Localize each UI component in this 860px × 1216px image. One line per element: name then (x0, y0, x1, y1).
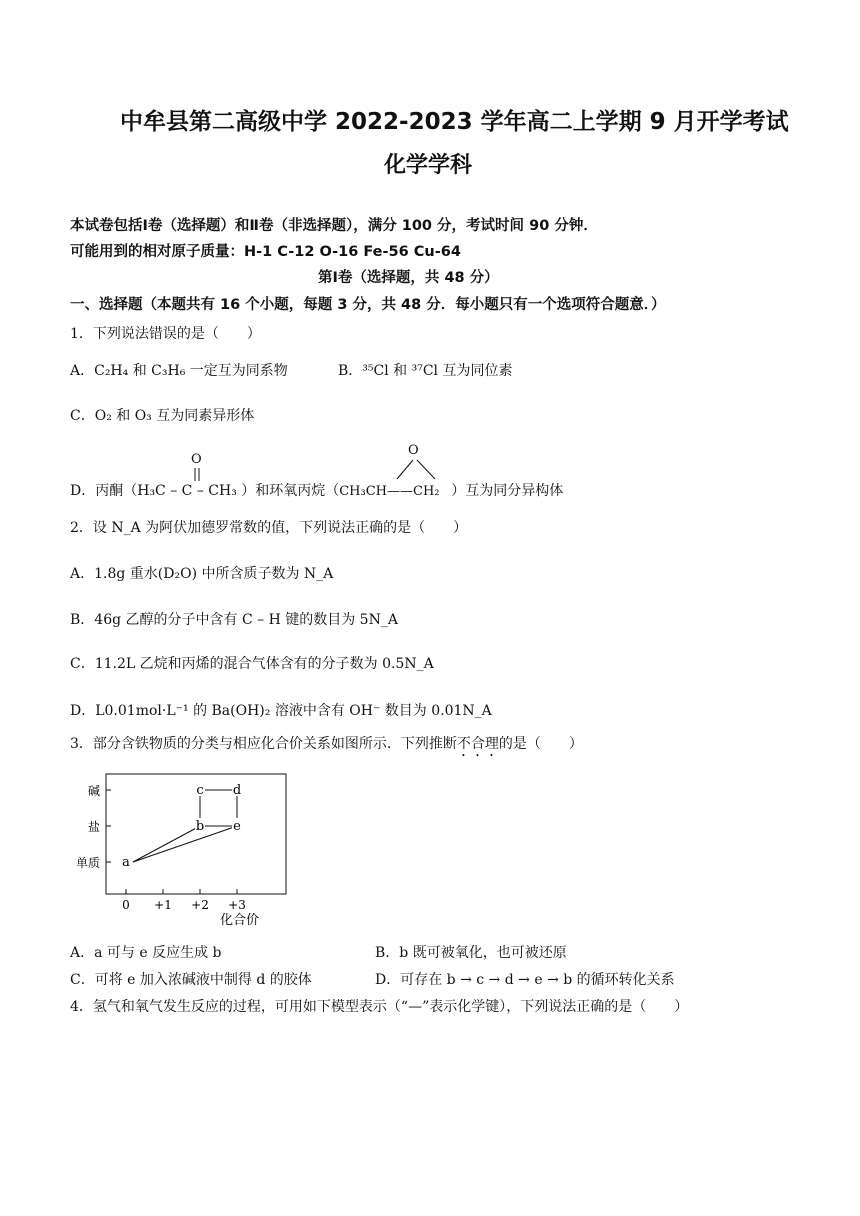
q2-option-b: B．46g 乙醇的分子中含有 C – H 键的数目为 5N_A (70, 612, 398, 628)
exam-subject: 化学学科 (384, 153, 473, 178)
x-tick-label-1: +1 (154, 898, 172, 912)
section-title: 第Ⅰ卷（选择题，共 48 分） (318, 270, 499, 286)
q4-stem: 4．氢气和氧气发生反应的过程，可用如下模型表示（“—”表示化学键），下列说法正确的是（ ） (70, 999, 689, 1015)
point-d: d (232, 783, 242, 798)
x-tick-label-3: +3 (228, 898, 246, 912)
atomic-masses: 可能用到的相对原子质量：H-1 C-12 O-16 Fe-56 Cu-64 (70, 244, 461, 260)
q3-stem (70, 733, 583, 760)
q2-option-a: A．1.8g 重水(D₂O) 中所含质子数为 N_A (70, 566, 334, 582)
epoxide-ring-bonds (385, 459, 445, 481)
q1-option-b (338, 360, 513, 380)
q1-option-d-tail: ）互为同分异构体 (451, 483, 564, 499)
q1-option-a: A．C₂H₄ 和 C₃H₆ 一定互为同系物 (70, 363, 288, 379)
q3-stem-end: 的是（ ） (498, 736, 583, 752)
part-title: 一、选择题（本题共有 16 个小题，每题 3 分，共 48 分．每小题只有一个选项符合题意．） (70, 297, 666, 313)
q1-option-b-and: 和 (388, 363, 412, 379)
q1-option-d (70, 480, 563, 500)
q3-stem-emphasis: 不合理 (456, 736, 499, 752)
y-tick-label-1: 盐 (87, 820, 100, 834)
acetone-formula: H₃C – C – CH₃ (137, 483, 237, 499)
point-c: c (196, 783, 204, 798)
q2-option-c: C．11.2L 乙烷和丙烯的混合气体含有的分子数为 0.5N_A (70, 656, 434, 672)
q2-option-d: D．L0.01mol·L⁻¹ 的 Ba(OH)₂ 溶液中含有 OH⁻ 数目为 0.01N_A (70, 703, 492, 719)
q3-option-b: B．b 既可被氧化，也可被还原 (375, 945, 567, 961)
q1-option-c: C．O₂ 和 O₃ 互为同素异形体 (70, 408, 255, 424)
acetone-double-bond (192, 468, 202, 482)
q1-stem: 1．下列说法错误的是（ ） (70, 326, 261, 342)
isotope-cl35: ³⁵Cl (362, 363, 389, 379)
exam-instructions: 本试卷包括Ⅰ卷（选择题）和Ⅱ卷（非选择题），满分 100 分，考试时间 90 分钟． (70, 218, 598, 234)
q1-option-d-and: ）和环氧丙烷（ (241, 483, 340, 499)
point-b: b (195, 819, 205, 834)
exam-title: 中牟县第二高级中学 2022-2023 学年高二上学期 9 月开学考试 (120, 109, 789, 135)
q1-option-b-label: B． (338, 363, 363, 379)
x-tick-label-2: +2 (191, 898, 209, 912)
iron-classification-chart (70, 762, 300, 932)
point-a: a (122, 855, 130, 870)
chart-x-axis (122, 889, 246, 912)
q3-stem-text: 3．部分含铁物质的分类与相应化合价关系如图所示．下列推断 (70, 736, 457, 752)
y-tick-label-0: 单质 (75, 856, 100, 870)
y-tick-label-2: 碱 (87, 784, 100, 798)
epoxide-oxygen: O (408, 443, 419, 458)
epoxypropane-formula: CH₃CH——CH₂ (339, 484, 440, 499)
q3-option-a: A．a 可与 e 反应生成 b (70, 945, 222, 961)
q1-option-d-label: D．丙酮（ (70, 483, 138, 499)
q2-stem: 2．设 N_A 为阿伏加德罗常数的值，下列说法正确的是（ ） (70, 520, 468, 536)
chart-links (133, 790, 237, 862)
q1-option-b-tail: 互为同位素 (438, 363, 513, 379)
point-e: e (233, 819, 241, 834)
x-tick-label-0: 0 (122, 898, 130, 912)
chart-x-axis-label: 化合价 (220, 913, 260, 928)
acetone-oxygen: O (191, 452, 202, 467)
chart-link-a-e (133, 826, 237, 862)
isotope-cl37: ³⁷Cl (411, 363, 439, 379)
q3-option-d: D．可存在 b → c → d → e → b 的循环转化关系 (375, 972, 675, 988)
q3-option-c: C．可将 e 加入浓碱液中制得 d 的胶体 (70, 972, 312, 988)
chart-link-a-b (133, 826, 200, 862)
